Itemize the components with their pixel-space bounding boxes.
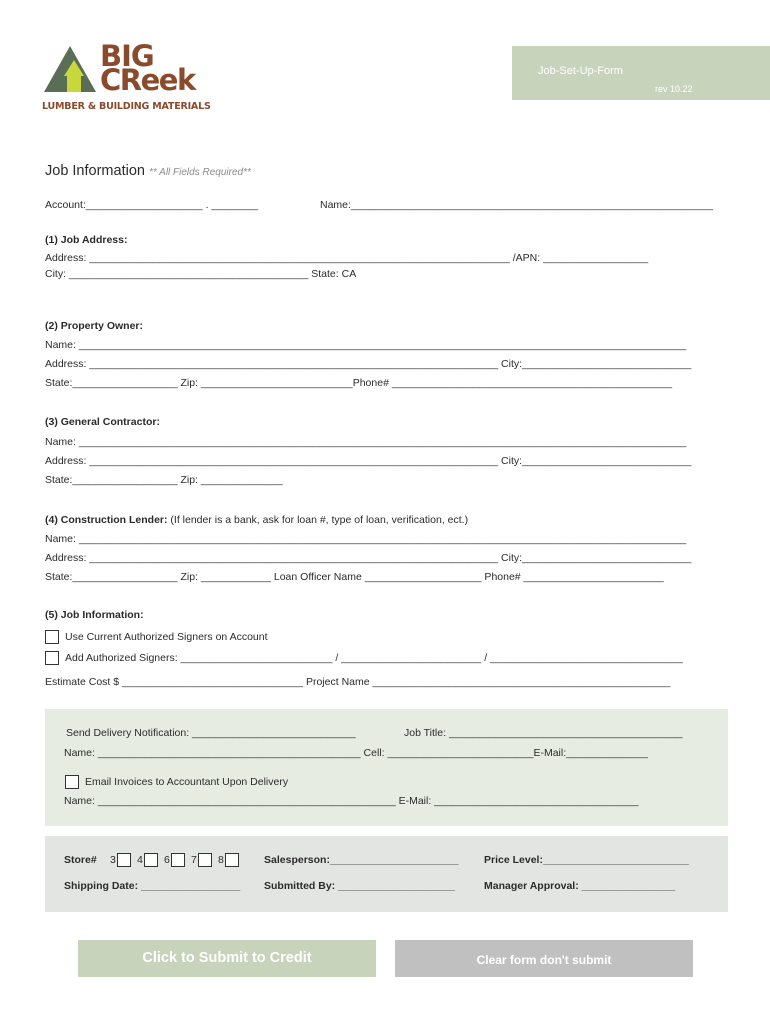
property-owner-title: (2) Property Owner: bbox=[45, 320, 144, 332]
submitted-by-field[interactable]: Submitted By: ____________________ bbox=[264, 880, 455, 892]
name-field[interactable]: Name:______________________________________________________________ bbox=[320, 199, 713, 211]
manager-approval-field[interactable]: Manager Approval: ________________ bbox=[484, 880, 676, 892]
add-signers-checkbox[interactable] bbox=[45, 651, 59, 665]
shipping-date-field[interactable]: Shipping Date: _________________ bbox=[64, 880, 241, 892]
store-8-label: 8 bbox=[218, 854, 224, 866]
use-current-signers-checkbox[interactable] bbox=[45, 630, 59, 644]
store-6-label: 6 bbox=[164, 854, 170, 866]
job-info-title: (5) Job Information: bbox=[45, 609, 144, 621]
store-4-label: 4 bbox=[137, 854, 143, 866]
lender-state-field[interactable]: State:__________________ Zip: ____________ Loan Officer Name ____________________ Phone# ________________________ bbox=[45, 571, 664, 583]
store-label: Store# bbox=[64, 854, 97, 866]
accountant-contact-field[interactable]: Name: ___________________________________________________ E-Mail: ___________________________________ bbox=[64, 795, 639, 807]
store-3-checkbox[interactable] bbox=[117, 853, 131, 867]
contractor-state-field[interactable]: State:__________________ Zip: ______________ bbox=[45, 474, 283, 486]
job-address-title: (1) Job Address: bbox=[45, 234, 128, 246]
account-field[interactable]: Account:____________________ . ________ bbox=[45, 199, 259, 211]
heading-text: Job Information bbox=[45, 163, 145, 179]
store-4-checkbox[interactable] bbox=[144, 853, 158, 867]
lender-note: (If lender is a bank, ask for loan #, type of loan, verification, ect.) bbox=[170, 514, 469, 526]
store-6-checkbox[interactable] bbox=[171, 853, 185, 867]
salesperson-field[interactable]: Salesperson:______________________ bbox=[264, 854, 459, 866]
brand-tagline: LUMBER & BUILDING MATERIALS bbox=[42, 101, 211, 112]
contractor-name-field[interactable]: Name: ________________________________________________________________________________________________________ bbox=[45, 436, 687, 448]
tree-icon bbox=[42, 44, 98, 100]
delivery-contact-field[interactable]: Name: _____________________________________________ Cell: _________________________E-Mail:______________ bbox=[64, 747, 648, 759]
brand-big: BIG bbox=[100, 39, 154, 73]
price-level-field[interactable]: Price Level:_________________________ bbox=[484, 854, 689, 866]
section-heading bbox=[45, 163, 251, 179]
delivery-notification-field[interactable]: Send Delivery Notification: ____________________________ bbox=[66, 727, 356, 739]
clear-form-button[interactable]: Clear form don't submit bbox=[395, 940, 693, 977]
store-7-label: 7 bbox=[191, 854, 197, 866]
form-revision: rev 10.22 bbox=[655, 84, 693, 94]
estimate-project-field[interactable]: Estimate Cost $ _______________________________ Project Name ___________________________________________________ bbox=[45, 676, 671, 688]
owner-name-field[interactable]: Name: ________________________________________________________________________________________________________ bbox=[45, 339, 687, 351]
contractor-address-field[interactable]: Address: ______________________________________________________________________ City:_____________________________ bbox=[45, 455, 692, 467]
brand-logo bbox=[42, 39, 222, 116]
email-invoices-label: Email Invoices to Accountant Upon Delivery bbox=[85, 776, 289, 788]
email-invoices-checkbox[interactable] bbox=[65, 775, 79, 789]
lender-name-field[interactable]: Name: ________________________________________________________________________________________________________ bbox=[45, 533, 687, 545]
owner-state-field[interactable]: State:__________________ Zip: __________________________Phone# ________________________________________________ bbox=[45, 377, 673, 389]
brand-creek: CReek bbox=[100, 63, 195, 97]
lender-address-field[interactable]: Address: ______________________________________________________________________ City:_____________________________ bbox=[45, 552, 692, 564]
submit-to-credit-button[interactable]: Click to Submit to Credit bbox=[78, 940, 376, 977]
store-8-checkbox[interactable] bbox=[225, 853, 239, 867]
add-signers-field[interactable]: Add Authorized Signers: __________________________ / ________________________ / _________________________________ bbox=[65, 652, 683, 664]
job-title-field[interactable]: Job Title: ________________________________________ bbox=[404, 727, 683, 739]
store-3-label: 3 bbox=[110, 854, 116, 866]
store-panel bbox=[45, 836, 728, 912]
store-7-checkbox[interactable] bbox=[198, 853, 212, 867]
owner-address-field[interactable]: Address: ______________________________________________________________________ City:_____________________________ bbox=[45, 358, 692, 370]
job-city-field[interactable]: City: _________________________________________ State: CA bbox=[45, 268, 357, 280]
lender-title: (4) Construction Lender: bbox=[45, 514, 168, 526]
lender-title-row bbox=[45, 514, 468, 526]
job-address-field[interactable]: Address: ________________________________________________________________________ /APN: __________________ bbox=[45, 252, 649, 264]
form-title-box bbox=[512, 46, 770, 100]
form-title: Job-Set-Up-Form bbox=[538, 65, 623, 77]
use-current-signers-label: Use Current Authorized Signers on Account bbox=[65, 631, 268, 643]
contractor-title: (3) General Contractor: bbox=[45, 416, 160, 428]
required-note: ** All Fields Required** bbox=[148, 167, 251, 178]
